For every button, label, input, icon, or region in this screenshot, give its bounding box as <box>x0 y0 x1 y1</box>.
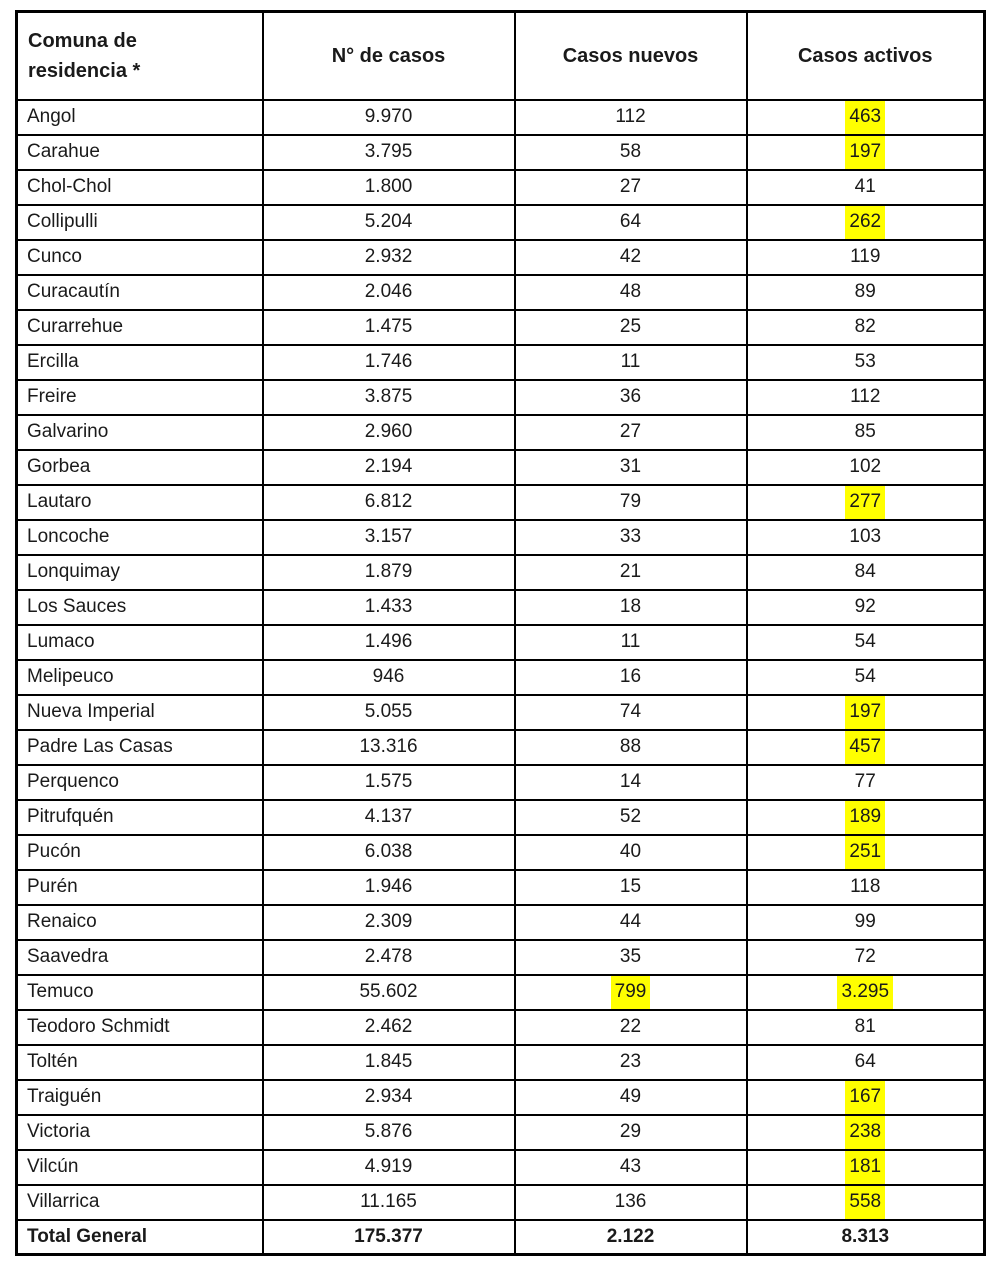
table-row <box>17 135 985 170</box>
activos-cell: 102 <box>747 450 985 485</box>
nuevos-cell: 44 <box>515 905 747 940</box>
casos-cell: 1.475 <box>263 310 515 345</box>
col-header-casos: N° de casos <box>263 12 515 100</box>
activos-cell: 72 <box>747 940 985 975</box>
activos-cell: 64 <box>747 1045 985 1080</box>
activos-cell: 41 <box>747 170 985 205</box>
table-row <box>17 240 985 275</box>
total-row <box>17 1220 985 1255</box>
casos-cell: 4.137 <box>263 800 515 835</box>
nuevos-cell: 22 <box>515 1010 747 1045</box>
table-row <box>17 1185 985 1220</box>
casos-cell: 2.478 <box>263 940 515 975</box>
table-body <box>17 100 985 1220</box>
activos-cell <box>747 1150 985 1185</box>
nuevos-cell: 112 <box>515 100 747 135</box>
casos-cell: 13.316 <box>263 730 515 765</box>
activos-cell: 54 <box>747 625 985 660</box>
col-header-comuna <box>17 12 263 100</box>
activos-cell <box>747 835 985 870</box>
nuevos-cell: 33 <box>515 520 747 555</box>
highlighted-value: 262 <box>845 205 885 239</box>
table-row <box>17 1115 985 1150</box>
activos-cell: 81 <box>747 1010 985 1045</box>
total-nuevos-cell: 2.122 <box>515 1220 747 1255</box>
nuevos-cell: 27 <box>515 170 747 205</box>
casos-cell: 2.934 <box>263 1080 515 1115</box>
nuevos-cell: 36 <box>515 380 747 415</box>
table-row <box>17 625 985 660</box>
highlighted-value: 181 <box>845 1150 885 1184</box>
casos-cell: 5.055 <box>263 695 515 730</box>
comuna-cell: Curarrehue <box>17 310 263 345</box>
table-row <box>17 520 985 555</box>
comuna-cell: Pitrufquén <box>17 800 263 835</box>
activos-cell: 82 <box>747 310 985 345</box>
table-row <box>17 275 985 310</box>
highlighted-value: 197 <box>845 695 885 729</box>
cases-table <box>15 10 986 1256</box>
table-row <box>17 485 985 520</box>
activos-cell <box>747 800 985 835</box>
casos-cell: 1.746 <box>263 345 515 380</box>
activos-cell <box>747 205 985 240</box>
nuevos-cell: 11 <box>515 625 747 660</box>
casos-cell: 3.875 <box>263 380 515 415</box>
casos-cell: 5.876 <box>263 1115 515 1150</box>
casos-cell: 1.433 <box>263 590 515 625</box>
casos-cell: 11.165 <box>263 1185 515 1220</box>
table-row <box>17 555 985 590</box>
activos-cell <box>747 100 985 135</box>
casos-cell: 1.879 <box>263 555 515 590</box>
nuevos-cell: 64 <box>515 205 747 240</box>
comuna-cell: Collipulli <box>17 205 263 240</box>
nuevos-cell: 31 <box>515 450 747 485</box>
activos-cell: 54 <box>747 660 985 695</box>
nuevos-cell: 74 <box>515 695 747 730</box>
comuna-cell: Nueva Imperial <box>17 695 263 730</box>
nuevos-cell: 48 <box>515 275 747 310</box>
activos-cell <box>747 975 985 1010</box>
activos-cell: 77 <box>747 765 985 800</box>
table-row <box>17 1045 985 1080</box>
table-row <box>17 415 985 450</box>
casos-cell: 2.960 <box>263 415 515 450</box>
table-row <box>17 730 985 765</box>
comuna-cell: Galvarino <box>17 415 263 450</box>
nuevos-cell: 35 <box>515 940 747 975</box>
nuevos-cell: 15 <box>515 870 747 905</box>
casos-cell: 1.946 <box>263 870 515 905</box>
comuna-cell: Pucón <box>17 835 263 870</box>
comuna-cell: Angol <box>17 100 263 135</box>
casos-cell: 1.496 <box>263 625 515 660</box>
activos-cell: 92 <box>747 590 985 625</box>
highlighted-value: 463 <box>845 100 885 134</box>
table-row <box>17 905 985 940</box>
table-row <box>17 870 985 905</box>
highlighted-value: 558 <box>845 1185 885 1219</box>
table-row <box>17 345 985 380</box>
table-row <box>17 170 985 205</box>
activos-cell: 84 <box>747 555 985 590</box>
comuna-cell: Toltén <box>17 1045 263 1080</box>
nuevos-cell: 49 <box>515 1080 747 1115</box>
activos-cell <box>747 135 985 170</box>
header-row <box>17 12 985 100</box>
activos-cell <box>747 730 985 765</box>
activos-cell: 118 <box>747 870 985 905</box>
casos-cell: 946 <box>263 660 515 695</box>
activos-cell: 53 <box>747 345 985 380</box>
comuna-cell: Freire <box>17 380 263 415</box>
table-row <box>17 1080 985 1115</box>
highlighted-value: 167 <box>845 1080 885 1114</box>
nuevos-cell: 40 <box>515 835 747 870</box>
activos-cell: 89 <box>747 275 985 310</box>
nuevos-cell: 11 <box>515 345 747 380</box>
nuevos-cell: 18 <box>515 590 747 625</box>
col-header-nuevos: Casos nuevos <box>515 12 747 100</box>
activos-cell <box>747 1185 985 1220</box>
table-row <box>17 695 985 730</box>
highlighted-value: 457 <box>845 730 885 764</box>
activos-cell: 85 <box>747 415 985 450</box>
casos-cell: 4.919 <box>263 1150 515 1185</box>
table-row <box>17 1150 985 1185</box>
comuna-cell: Loncoche <box>17 520 263 555</box>
activos-cell <box>747 485 985 520</box>
highlighted-value: 238 <box>845 1115 885 1149</box>
highlighted-value: 277 <box>845 485 885 519</box>
comuna-cell: Curacautín <box>17 275 263 310</box>
comuna-cell: Villarrica <box>17 1185 263 1220</box>
highlighted-value: 799 <box>611 975 651 1009</box>
comuna-cell: Temuco <box>17 975 263 1010</box>
nuevos-cell: 43 <box>515 1150 747 1185</box>
table-row <box>17 765 985 800</box>
col-header-comuna-label: Comuna de residencia * <box>28 29 141 82</box>
nuevos-cell: 25 <box>515 310 747 345</box>
highlighted-value: 3.295 <box>837 975 893 1009</box>
comuna-cell: Chol-Chol <box>17 170 263 205</box>
comuna-cell: Melipeuco <box>17 660 263 695</box>
nuevos-cell: 42 <box>515 240 747 275</box>
nuevos-cell: 14 <box>515 765 747 800</box>
highlighted-value: 197 <box>845 135 885 169</box>
comuna-cell: Cunco <box>17 240 263 275</box>
activos-cell: 103 <box>747 520 985 555</box>
comuna-cell: Renaico <box>17 905 263 940</box>
comuna-cell: Saavedra <box>17 940 263 975</box>
comuna-cell: Lautaro <box>17 485 263 520</box>
comuna-cell: Victoria <box>17 1115 263 1150</box>
table-row <box>17 380 985 415</box>
comuna-cell: Perquenco <box>17 765 263 800</box>
casos-cell: 2.046 <box>263 275 515 310</box>
nuevos-cell: 79 <box>515 485 747 520</box>
total-activos-cell: 8.313 <box>747 1220 985 1255</box>
activos-cell: 99 <box>747 905 985 940</box>
casos-cell: 2.462 <box>263 1010 515 1045</box>
nuevos-cell: 27 <box>515 415 747 450</box>
casos-cell: 3.157 <box>263 520 515 555</box>
col-header-activos: Casos activos <box>747 12 985 100</box>
table-row <box>17 205 985 240</box>
comuna-cell: Ercilla <box>17 345 263 380</box>
casos-cell: 1.845 <box>263 1045 515 1080</box>
activos-cell: 119 <box>747 240 985 275</box>
activos-cell <box>747 1080 985 1115</box>
casos-cell: 1.800 <box>263 170 515 205</box>
nuevos-cell: 23 <box>515 1045 747 1080</box>
nuevos-cell: 52 <box>515 800 747 835</box>
nuevos-cell: 136 <box>515 1185 747 1220</box>
comuna-cell: Teodoro Schmidt <box>17 1010 263 1045</box>
nuevos-cell: 58 <box>515 135 747 170</box>
casos-cell: 1.575 <box>263 765 515 800</box>
comuna-cell: Gorbea <box>17 450 263 485</box>
highlighted-value: 251 <box>845 835 885 869</box>
nuevos-cell: 16 <box>515 660 747 695</box>
comuna-cell: Padre Las Casas <box>17 730 263 765</box>
comuna-cell: Purén <box>17 870 263 905</box>
comuna-cell: Lonquimay <box>17 555 263 590</box>
casos-cell: 5.204 <box>263 205 515 240</box>
total-label-cell: Total General <box>17 1220 263 1255</box>
comuna-cell: Vilcún <box>17 1150 263 1185</box>
activos-cell <box>747 1115 985 1150</box>
table-row <box>17 1010 985 1045</box>
casos-cell: 55.602 <box>263 975 515 1010</box>
comuna-cell: Los Sauces <box>17 590 263 625</box>
table-row <box>17 310 985 345</box>
table-row <box>17 660 985 695</box>
comuna-cell: Traiguén <box>17 1080 263 1115</box>
table-row <box>17 100 985 135</box>
highlighted-value: 189 <box>845 800 885 834</box>
casos-cell: 2.932 <box>263 240 515 275</box>
casos-cell: 3.795 <box>263 135 515 170</box>
casos-cell: 2.194 <box>263 450 515 485</box>
casos-cell: 6.812 <box>263 485 515 520</box>
casos-cell: 2.309 <box>263 905 515 940</box>
nuevos-cell: 29 <box>515 1115 747 1150</box>
activos-cell: 112 <box>747 380 985 415</box>
nuevos-cell <box>515 975 747 1010</box>
nuevos-cell: 88 <box>515 730 747 765</box>
activos-cell <box>747 695 985 730</box>
casos-cell: 9.970 <box>263 100 515 135</box>
table-row <box>17 835 985 870</box>
table-row <box>17 450 985 485</box>
table-row <box>17 975 985 1010</box>
comuna-cell: Lumaco <box>17 625 263 660</box>
comuna-cell: Carahue <box>17 135 263 170</box>
casos-cell: 6.038 <box>263 835 515 870</box>
total-casos-cell: 175.377 <box>263 1220 515 1255</box>
table-row <box>17 590 985 625</box>
nuevos-cell: 21 <box>515 555 747 590</box>
table-row <box>17 800 985 835</box>
table-row <box>17 940 985 975</box>
